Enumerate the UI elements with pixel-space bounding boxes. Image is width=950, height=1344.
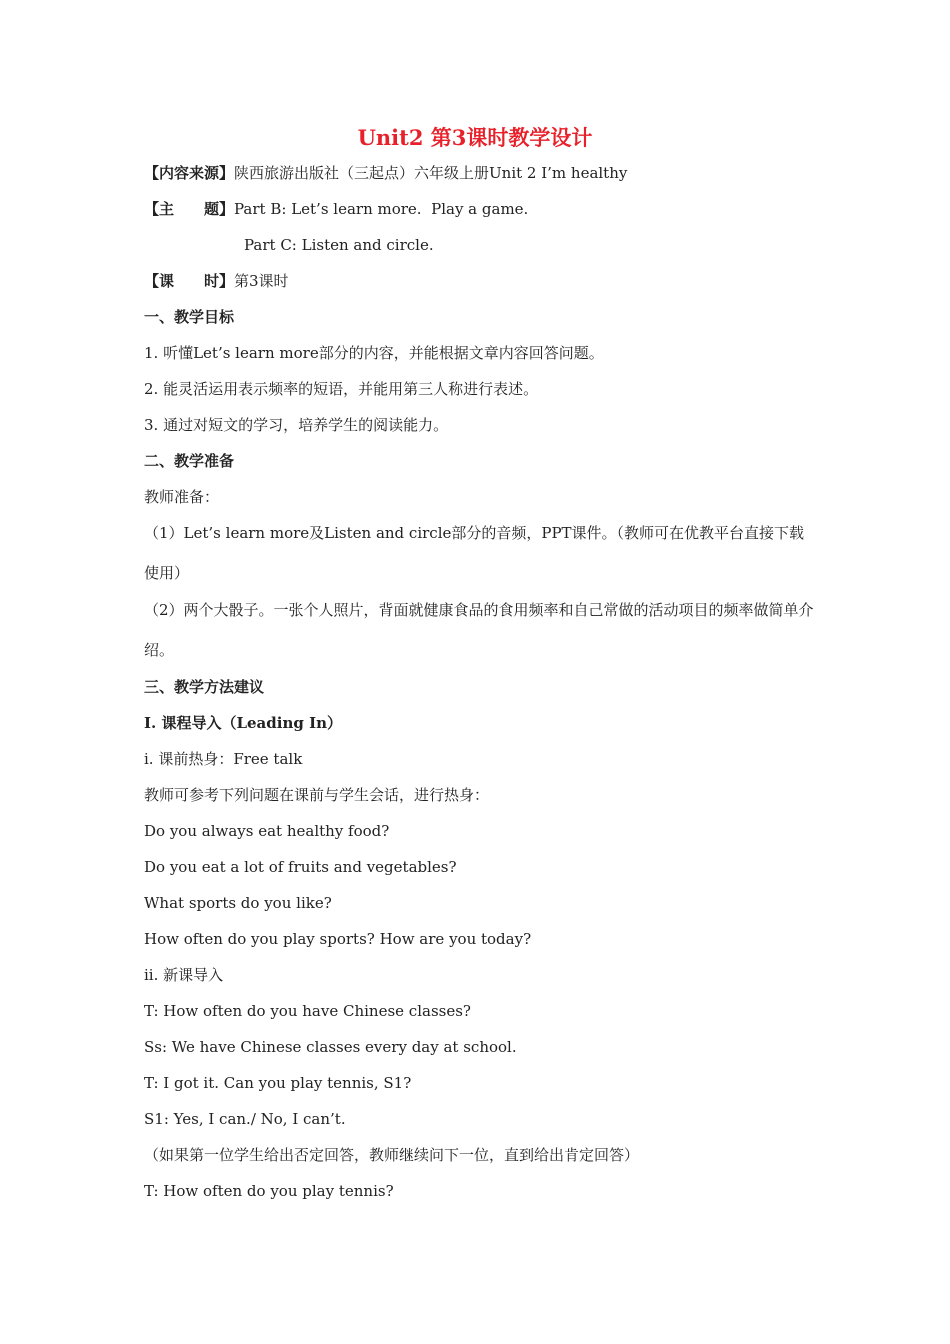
question-3: What sports do you like? xyxy=(144,894,332,912)
meta-topic-value-1: Part B: Let’s learn more. Play a game. xyxy=(234,200,529,218)
meta-source-value: 陕西旅游出版社（三起点）六年级上册Unit 2 I’m healthy xyxy=(234,164,628,182)
dialogue-line-1: T: How often do you have Chinese classes? xyxy=(144,1002,471,1020)
goal-1: 1. 听懂Let’s learn more部分的内容，并能根据文章内容回答问题。 xyxy=(144,344,604,362)
warmup-intro: 教师可参考下列问题在课前与学生会话，进行热身： xyxy=(144,786,490,804)
meta-source-label: 【内容来源】 xyxy=(144,164,235,182)
meta-topic xyxy=(144,198,528,220)
method-heading: 三、教学方法建议 xyxy=(144,678,265,696)
meta-topic-label: 【主 题】 xyxy=(144,200,235,218)
meta-period-value: 第3课时 xyxy=(234,272,289,290)
dialogue-line-6: T: How often do you play tennis? xyxy=(144,1182,394,1200)
goal-2: 2. 能灵活运用表示频率的短语，并能用第三人称进行表述。 xyxy=(144,380,539,398)
question-1: Do you always eat healthy food? xyxy=(144,822,390,840)
meta-period xyxy=(144,270,289,292)
goals-heading: 一、教学目标 xyxy=(144,308,235,326)
prep-intro: 教师准备： xyxy=(144,488,220,506)
question-4: How often do you play sports? How are you today? xyxy=(144,930,532,948)
prep-item-1: （1）Let’s learn more及Listen and circle部分的音频，PPT课件。（教师可在优教平台直接下载使用） xyxy=(144,524,805,582)
newlesson-heading: ii. 新课导入 xyxy=(144,966,224,984)
dialogue-line-2: Ss: We have Chinese classes every day at school. xyxy=(144,1038,517,1056)
dialogue-line-3: T: I got it. Can you play tennis, S1? xyxy=(144,1074,412,1092)
meta-topic-value-2: Part C: Listen and circle. xyxy=(244,236,434,254)
meta-source xyxy=(144,162,627,184)
dialogue-note: （如果第一位学生给出否定回答，教师继续问下一位，直到给出肯定回答） xyxy=(144,1146,640,1164)
question-2: Do you eat a lot of fruits and vegetables? xyxy=(144,858,457,876)
page-title: Unit2 第3课时教学设计 xyxy=(357,125,593,150)
warmup-heading: i. 课前热身：Free talk xyxy=(144,750,303,768)
meta-period-label: 【课 时】 xyxy=(144,272,235,290)
leadin-heading: I. 课程导入（Leading In） xyxy=(144,714,342,732)
goal-3: 3. 通过对短文的学习，培养学生的阅读能力。 xyxy=(144,416,449,434)
dialogue-line-4: S1: Yes, I can./ No, I can’t. xyxy=(144,1110,346,1128)
prep-heading: 二、教学准备 xyxy=(144,452,235,470)
prep-item-2: （2）两个大骰子。一张个人照片，背面就健康食品的食用频率和自己常做的活动项目的频率做简单介绍。 xyxy=(144,601,814,659)
